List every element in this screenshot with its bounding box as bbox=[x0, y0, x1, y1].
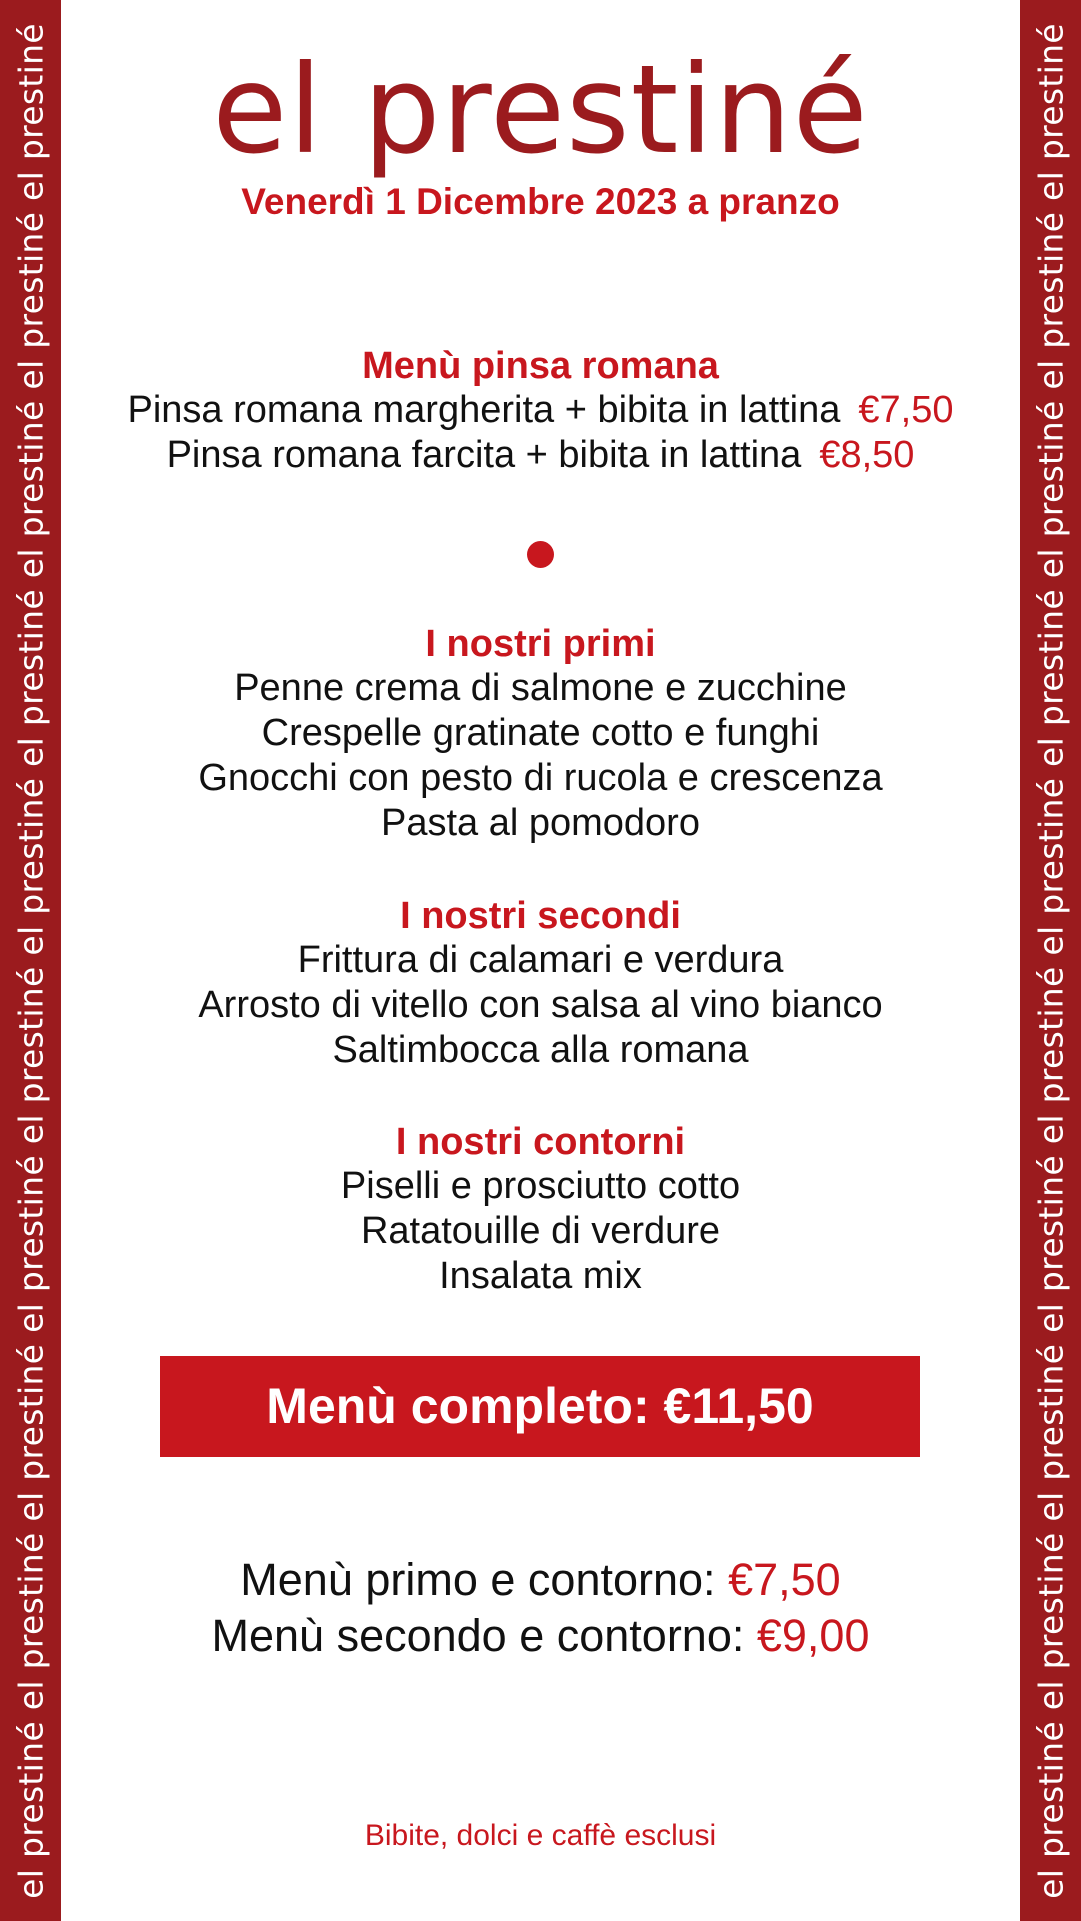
primi-item: Penne crema di salmone e zucchine bbox=[234, 667, 847, 709]
secondi-section bbox=[61, 894, 1020, 1073]
left-brand-strip bbox=[0, 0, 61, 1921]
contorni-section-title: I nostri contorni bbox=[395, 1121, 686, 1163]
menu-date: Venerdì 1 Dicembre 2023 a pranzo bbox=[241, 181, 840, 222]
primi-item: Gnocchi con pesto di rucola e crescenza bbox=[198, 757, 883, 799]
restaurant-title: el prestiné bbox=[212, 39, 869, 181]
pinsa-section-title: Menù pinsa romana bbox=[362, 345, 719, 387]
combo-price: €9,00 bbox=[756, 1610, 870, 1661]
primi-section-title: I nostri primi bbox=[425, 623, 656, 665]
secondi-item: Frittura di calamari e verdura bbox=[297, 939, 784, 981]
pinsa-section bbox=[61, 344, 1020, 478]
pinsa-item-price: €8,50 bbox=[819, 434, 915, 476]
primi-item: Crespelle gratinate cotto e funghi bbox=[261, 712, 820, 754]
pinsa-item bbox=[61, 388, 1020, 433]
secondi-item: Arrosto di vitello con salsa al vino bianco bbox=[198, 984, 883, 1026]
secondi-item: Saltimbocca alla romana bbox=[332, 1029, 749, 1071]
pinsa-item-name: Pinsa romana farcita + bibita in lattina bbox=[166, 434, 802, 476]
right-brand-strip bbox=[1020, 0, 1081, 1921]
contorni-item: Ratatouille di verdure bbox=[360, 1210, 721, 1252]
combo-line bbox=[61, 1552, 1020, 1608]
pinsa-item-name: Pinsa romana margherita + bibita in lattina bbox=[127, 389, 841, 431]
contorni-item: Insalata mix bbox=[439, 1255, 642, 1297]
secondi-section-title: I nostri secondi bbox=[400, 895, 681, 937]
combo-line bbox=[61, 1608, 1020, 1664]
left-strip-text: el prestiné el prestiné el prestiné el prestiné el prestiné el prestiné el prestiné el prestiné el prestiné el prestiné bbox=[11, 22, 50, 1899]
contorni-section bbox=[61, 1120, 1020, 1299]
combo-prices bbox=[61, 1552, 1020, 1664]
primi-item: Pasta al pomodoro bbox=[381, 802, 700, 844]
primi-section bbox=[61, 622, 1020, 846]
pinsa-item bbox=[61, 433, 1020, 478]
right-strip-text: el prestiné el prestiné el prestiné el prestiné el prestiné el prestiné el prestiné el prestiné el prestiné el prestiné bbox=[1031, 22, 1070, 1899]
full-menu-price-banner: Menù completo: €11,50 bbox=[160, 1356, 920, 1457]
pinsa-item-price: €7,50 bbox=[858, 389, 954, 431]
exclusions-note: Bibite, dolci e caffè esclusi bbox=[364, 1819, 717, 1852]
footer bbox=[61, 1818, 1020, 1854]
combo-price: €7,50 bbox=[728, 1554, 841, 1605]
combo-label: Menù primo e contorno: bbox=[240, 1554, 716, 1605]
separator-dot bbox=[527, 541, 554, 568]
contorni-item: Piselli e prosciutto cotto bbox=[340, 1165, 741, 1207]
combo-label: Menù secondo e contorno: bbox=[211, 1610, 745, 1661]
